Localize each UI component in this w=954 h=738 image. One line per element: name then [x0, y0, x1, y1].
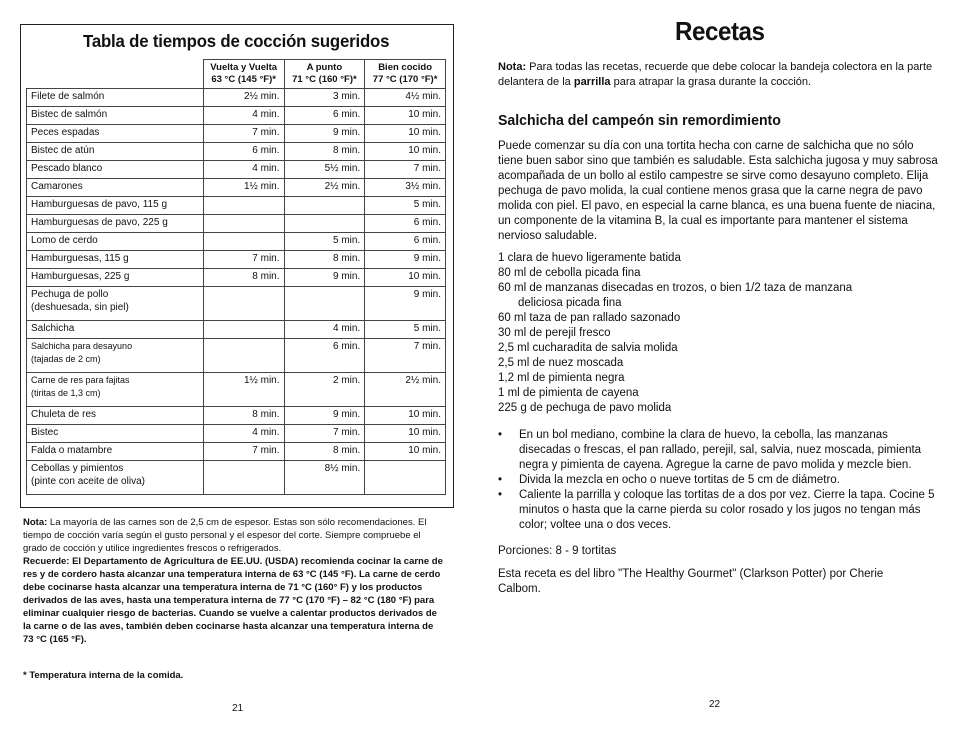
time-medium-cell: 5 min. [284, 233, 365, 251]
time-well-done-cell: 4½ min. [365, 89, 446, 107]
time-rare-cell: 8 min. [203, 269, 284, 287]
food-label-line: Salchicha para desayuno [31, 341, 133, 351]
time-rare-cell: 7 min. [203, 251, 284, 269]
step-text: Caliente la parrilla y coloque las tortitas de a dos por vez. Cierre la tapa. Cocine 5 minutos o hasta que la carne pierda su color rosado y los jugos no tengan más color; voltee una o dos veces. [519, 489, 935, 531]
ingredient-item: deliciosa picada fina [518, 297, 622, 309]
table-row [27, 89, 446, 107]
time-medium-cell: 6 min. [284, 339, 365, 373]
food-cell [27, 373, 204, 407]
recipes-note-label: Nota: [498, 61, 527, 73]
ingredient-item: 30 ml de perejil fresco [498, 327, 611, 339]
food-cell [27, 407, 204, 425]
food-label-line: Hamburguesas, 115 g [31, 253, 129, 264]
time-well-done-cell: 9 min. [365, 287, 446, 321]
time-rare-cell: 7 min. [203, 125, 284, 143]
portions: Porciones: 8 - 9 tortitas [498, 545, 617, 557]
page-title: Recetas [675, 16, 765, 46]
ingredient-item: 2,5 ml de nuez moscada [498, 357, 624, 369]
food-cell [27, 321, 204, 339]
table-row [27, 339, 446, 373]
time-medium-cell: 2 min. [284, 373, 365, 407]
food-label-line: Lomo de cerdo [31, 235, 98, 246]
table-row [27, 179, 446, 197]
time-well-done-cell: 10 min. [365, 143, 446, 161]
food-cell [27, 287, 204, 321]
food-label-line: Falda o matambre [31, 445, 113, 456]
time-rare-cell [203, 339, 284, 373]
food-label-line: (pinte con aceite de oliva) [31, 476, 145, 487]
time-medium-cell: 9 min. [284, 125, 365, 143]
table-row [27, 161, 446, 179]
ingredient-item: 225 g de pechuga de pavo molida [498, 402, 672, 414]
time-medium-cell [284, 287, 365, 321]
time-well-done-cell: 7 min. [365, 161, 446, 179]
recipe-source-text: Esta receta es del libro "The Healthy Gourmet" (Clarkson Potter) por Cherie Calbom. [498, 568, 884, 595]
food-cell [27, 143, 204, 161]
step-item [498, 473, 938, 488]
time-well-done-cell: 7 min. [365, 339, 446, 373]
time-rare-cell: 4 min. [203, 161, 284, 179]
time-rare-cell [203, 233, 284, 251]
table-row [27, 233, 446, 251]
cooking-times-table [26, 59, 446, 495]
time-rare-cell: 1½ min. [203, 373, 284, 407]
time-rare-cell [203, 321, 284, 339]
time-rare-cell [203, 287, 284, 321]
time-rare-cell: 2½ min. [203, 89, 284, 107]
time-rare-cell: 1½ min. [203, 179, 284, 197]
recipe-title: Salchicha del campeón sin remordimiento [498, 112, 781, 129]
table-notes [23, 516, 443, 646]
table-row [27, 143, 446, 161]
food-label-line: (deshuesada, sin piel) [31, 302, 129, 313]
food-label-line: Pechuga de pollo [31, 289, 109, 300]
header-rare-line2: 63 °C (145 °F)* [211, 74, 276, 85]
table-row [27, 215, 446, 233]
header-well-done-line1: Bien cocido [378, 62, 433, 73]
table-row [27, 287, 446, 321]
recipe-intro [498, 139, 938, 244]
table-row [27, 197, 446, 215]
food-label-line: Salchicha [31, 323, 75, 334]
header-food-cell [27, 60, 204, 89]
time-well-done-cell: 10 min. [365, 443, 446, 461]
food-label-line: Bistec de salmón [31, 109, 108, 120]
time-medium-cell: 6 min. [284, 107, 365, 125]
table-row [27, 269, 446, 287]
food-label-line: Hamburguesas de pavo, 225 g [31, 217, 168, 228]
recipe-intro-text: Puede comenzar su día con una tortita hecha con carne de salchicha que no sólo tiene buen sabor sino que también es saludable. Esta salchicha jugosa y muy sabrosa acompañada de un bollo al estilo campestre se sirve como desayuno completo. Elija pechuga de pavo molida, la cual contiene menos grasa que la carne negra de pavo molida con piel. El pavo, en especial la carne blanca, es una buena fuente de niacina, un componente de la vitamina B, la cual es importante para mantener el sistema nervioso saludable. [498, 140, 938, 242]
food-label-line: Cebollas y pimientos [31, 463, 124, 474]
food-cell [27, 461, 204, 495]
time-well-done-cell: 10 min. [365, 425, 446, 443]
time-rare-cell: 4 min. [203, 425, 284, 443]
time-medium-cell: 7 min. [284, 425, 365, 443]
time-rare-cell: 8 min. [203, 407, 284, 425]
recipes-note [498, 60, 938, 90]
table-header-row [27, 60, 446, 89]
step-text: Divida la mezcla en ocho o nueve tortitas de 5 cm de diámetro. [519, 474, 840, 486]
time-rare-cell [203, 215, 284, 233]
steps-list [498, 428, 938, 533]
bullet-icon: • [498, 474, 503, 486]
time-rare-cell [203, 461, 284, 495]
header-medium-line1: A punto [306, 62, 343, 73]
footnote: * Temperatura interna de la comida. [23, 670, 184, 681]
food-cell [27, 251, 204, 269]
time-well-done-cell: 3½ min. [365, 179, 446, 197]
table-row [27, 251, 446, 269]
food-cell [27, 125, 204, 143]
time-medium-cell: 8½ min. [284, 461, 365, 495]
header-well-done [365, 60, 446, 89]
food-cell [27, 425, 204, 443]
note-text: La mayoría de las carnes son de 2,5 cm de espesor. Estas son sólo recomendaciones. El tiempo de cocción varía según el gusto personal y el espesor del corte. Siempre compruebe el grado de cocción y utilice ingredientes frescos o refrigerados. [23, 517, 427, 554]
recipes-note-bold: parrilla [573, 76, 611, 88]
food-label-line: Peces espadas [31, 127, 100, 138]
food-label-line: Filete de salmón [31, 91, 105, 102]
time-well-done-cell: 2½ min. [365, 373, 446, 407]
food-label-line: Bistec de atún [31, 145, 95, 156]
table-title: Tabla de tiempos de cocción sugeridos [83, 31, 390, 51]
recipes-note-part1: Para todas las recetas, recuerde que debe colocar la bandeja colectora en la parte delantera de la [498, 61, 933, 88]
time-well-done-cell: 6 min. [365, 215, 446, 233]
table-row [27, 425, 446, 443]
header-rare [203, 60, 284, 89]
ingredient-item: 60 ml taza de pan rallado sazonado [498, 312, 681, 324]
step-item [498, 428, 938, 473]
time-medium-cell [284, 215, 365, 233]
time-rare-cell: 4 min. [203, 107, 284, 125]
food-cell [27, 269, 204, 287]
header-rare-line1: Vuelta y Vuelta [210, 62, 278, 73]
food-cell [27, 179, 204, 197]
food-label-line: (tiritas de 1,3 cm) [31, 388, 101, 398]
time-well-done-cell: 10 min. [365, 269, 446, 287]
step-item [498, 488, 938, 533]
food-label-line: Chuleta de res [31, 409, 97, 420]
time-well-done-cell: 10 min. [365, 407, 446, 425]
time-rare-cell: 7 min. [203, 443, 284, 461]
table-row [27, 373, 446, 407]
recipes-note-part2: para atrapar la grasa durante la cocción. [610, 76, 812, 88]
table-row [27, 407, 446, 425]
ingredient-item: 60 ml de manzanas disecadas en trozos, o bien 1/2 taza de manzana [498, 282, 853, 294]
cooking-chart-box [20, 24, 454, 508]
table-body [27, 89, 446, 495]
recipes-note-paragraph [498, 60, 938, 90]
header-medium [284, 60, 365, 89]
time-well-done-cell: 5 min. [365, 321, 446, 339]
time-medium-cell: 9 min. [284, 407, 365, 425]
usda-reminder: Recuerde: El Departamento de Agricultura de EE.UU. (USDA) recomienda cocinar la carne de res y de cordero hasta alcanzar una temperatura interna de 63 °C (145 °F). La carne de cerdo debe cocinarse hasta alcanzar una temperatura interna de 71 °C (160° F) y los productos derivados de las aves, hasta una temperatura interna de 77 °C (170 °F) – 82 °C (180 °F) para eliminar cualquier riesgo de bacterias. Cuando se vuelve a calentar productos derivados de la carne o de las aves, también deben cocinarse hasta alcanzar una temperatura interna de 73 °C (165 °F). [23, 556, 443, 645]
ingredient-item: 1 clara de huevo ligeramente batida [498, 252, 681, 264]
food-cell [27, 107, 204, 125]
header-medium-line2: 71 °C (160 °F)* [292, 74, 357, 85]
time-medium-cell: 8 min. [284, 443, 365, 461]
food-cell [27, 161, 204, 179]
bullet-icon: • [498, 429, 503, 441]
right-page [477, 0, 954, 738]
ingredients-list [498, 251, 938, 416]
recipe-source [498, 567, 918, 597]
food-cell [27, 443, 204, 461]
time-medium-cell: 3 min. [284, 89, 365, 107]
time-medium-cell: 2½ min. [284, 179, 365, 197]
table-row [27, 443, 446, 461]
time-well-done-cell: 10 min. [365, 125, 446, 143]
food-label-line: Carne de res para fajitas [31, 375, 130, 385]
note-label: Nota: [23, 517, 48, 528]
time-well-done-cell: 5 min. [365, 197, 446, 215]
time-medium-cell: 4 min. [284, 321, 365, 339]
time-rare-cell [203, 197, 284, 215]
ingredient-item: 2,5 ml cucharadita de salvia molida [498, 342, 678, 354]
food-cell [27, 339, 204, 373]
time-well-done-cell: 6 min. [365, 233, 446, 251]
food-cell [27, 215, 204, 233]
time-medium-cell: 9 min. [284, 269, 365, 287]
table-row [27, 107, 446, 125]
time-medium-cell: 5½ min. [284, 161, 365, 179]
ingredient-item: 80 ml de cebolla picada fina [498, 267, 641, 279]
time-medium-cell: 8 min. [284, 251, 365, 269]
food-label-line: Hamburguesas, 225 g [31, 271, 130, 282]
time-well-done-cell: 10 min. [365, 107, 446, 125]
ingredient-item: 1 ml de pimienta de cayena [498, 387, 639, 399]
table-row [27, 125, 446, 143]
food-label-line: Pescado blanco [31, 163, 103, 174]
food-cell [27, 233, 204, 251]
table-row [27, 461, 446, 495]
food-label-line: (tajadas de 2 cm) [31, 354, 101, 364]
time-medium-cell [284, 197, 365, 215]
bullet-icon: • [498, 489, 503, 501]
header-well-done-line2: 77 °C (170 °F)* [372, 74, 438, 85]
step-text: En un bol mediano, combine la clara de huevo, la cebolla, las manzanas disecadas o frescas, el pan rallado, perejil, sal, salvia, nuez moscada, pimienta negra y pimienta de cayena. Agregue la carne de pavo molida y mezcle bien. [519, 429, 922, 471]
food-cell [27, 197, 204, 215]
note-paragraph [23, 516, 443, 555]
table-row [27, 321, 446, 339]
food-label-line: Camarones [31, 181, 83, 192]
page-number-left: 21 [232, 703, 244, 714]
food-label-line: Hamburguesas de pavo, 115 g [31, 199, 168, 210]
food-label-line: Bistec [31, 427, 59, 438]
time-well-done-cell: 9 min. [365, 251, 446, 269]
time-well-done-cell [365, 461, 446, 495]
food-cell [27, 89, 204, 107]
time-rare-cell: 6 min. [203, 143, 284, 161]
time-medium-cell: 8 min. [284, 143, 365, 161]
page-number-right: 22 [709, 699, 721, 710]
ingredient-item: 1,2 ml de pimienta negra [498, 372, 625, 384]
